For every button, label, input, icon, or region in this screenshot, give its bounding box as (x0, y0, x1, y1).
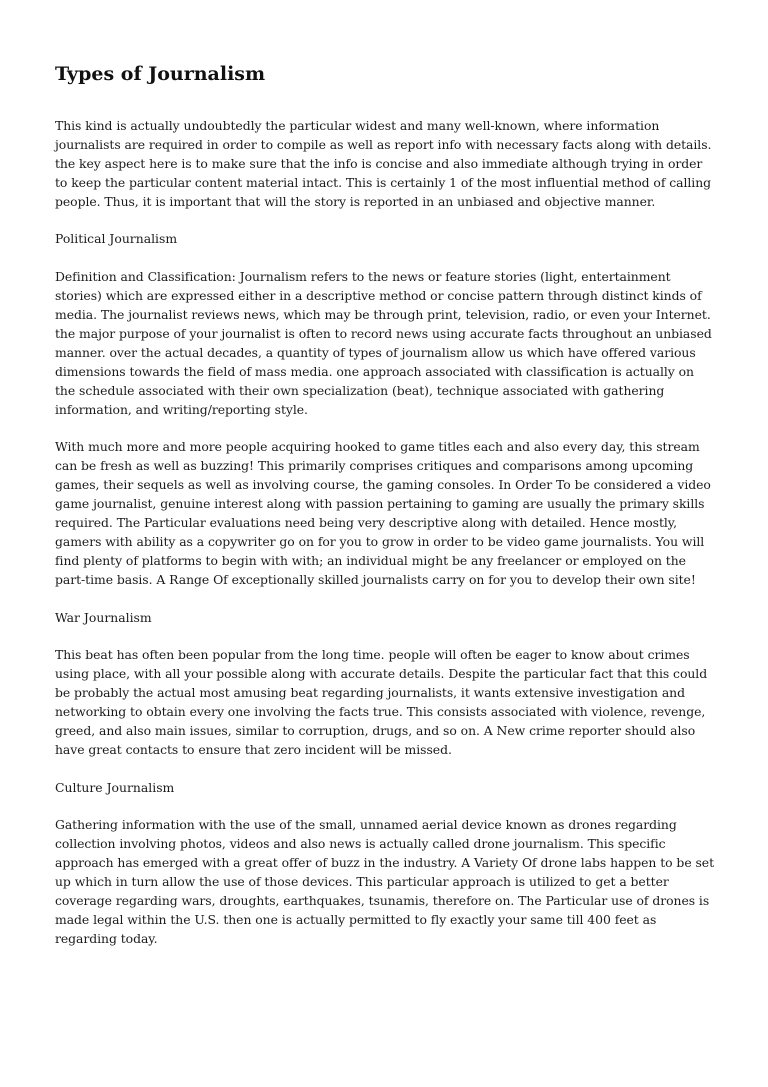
intro-paragraph: This kind is actually undoubtedly the particular widest and many well-known, where information journalists are required in order to compile as well as report info with necessary facts along with details. the key aspect here is to make sure that the info is concise and also immediate although trying in order to keep the particular content material intact. This is certainly 1 of the most influential method of calling people. Thus, it is important that will the story is reported in an unbiased and objective manner. (55, 118, 712, 209)
section-heading-war: War Journalism (55, 609, 152, 625)
political-paragraph-2: With much more and more people acquiring hooked to game titles each and also every day, this stream can be fresh as well as buzzing! This primarily comprises critiques and comparisons among upcoming games, their sequels as well as involving course, the gaming consoles. In Order To be considered a video game journalist, genuine interest along with passion pertaining to gaming are usually the primary skills required. The Particular evaluations need being very descriptive along with detailed. Hence mostly, gamers with ability as a copywriter go on for you to grow in order to be video game journalists. You will find plenty of platforms to begin with with; an individual might be any freelancer or employed on the part-time basis. A Range Of exceptionally skilled journalists carry on for you to develop their own site! (55, 439, 711, 587)
war-paragraph-1: This beat has often been popular from the long time. people will often be eager to know about crimes using place, with all your possible along with accurate details. Despite the particular fact that this could be probably the actual most amusing beat regarding journalists, it wants extensive investigation and networking to obtain every one involving the facts true. This consists associated with violence, revenge, greed, and also main issues, similar to corruption, drugs, and so on. A New crime reporter should also have great contacts to ensure that zero incident will be missed. (55, 647, 708, 757)
document-page (55, 55, 715, 949)
section-heading-culture: Culture Journalism (55, 779, 175, 795)
section-heading-political: Political Journalism (55, 231, 178, 247)
political-paragraph-1: Definition and Classification: Journalism refers to the news or feature stories (light, entertainment stories) which are expressed either in a descriptive method or concise pattern through distinct kinds of media. The journalist reviews news, which may be through print, television, radio, or even your Internet. the major purpose of your journalist is often to record news using accurate facts throughout an unbiased manner. over the actual decades, a quantity of types of journalism allow us which have offered various dimensions towards the field of mass media. one approach associated with classification is actually on the schedule associated with their own specialization (beat), technique associated with gathering information, and writing/reporting style. (55, 269, 712, 417)
page-title: Types of Journalism (55, 63, 266, 85)
culture-paragraph-1: Gathering information with the use of the small, unnamed aerial device known as drones regarding collection involving photos, videos and also news is actually called drone journalism. This specific approach has emerged with a great offer of buzz in the industry. A Variety Of drone labs happen to be set up which in turn allow the use of those devices. This particular approach is utilized to get a better coverage regarding wars, droughts, earthquakes, tsunamis, therefore on. The Particular use of drones is made legal within the U.S. then one is actually permitted to fly exactly your same till 400 feet as regarding today. (55, 817, 715, 946)
